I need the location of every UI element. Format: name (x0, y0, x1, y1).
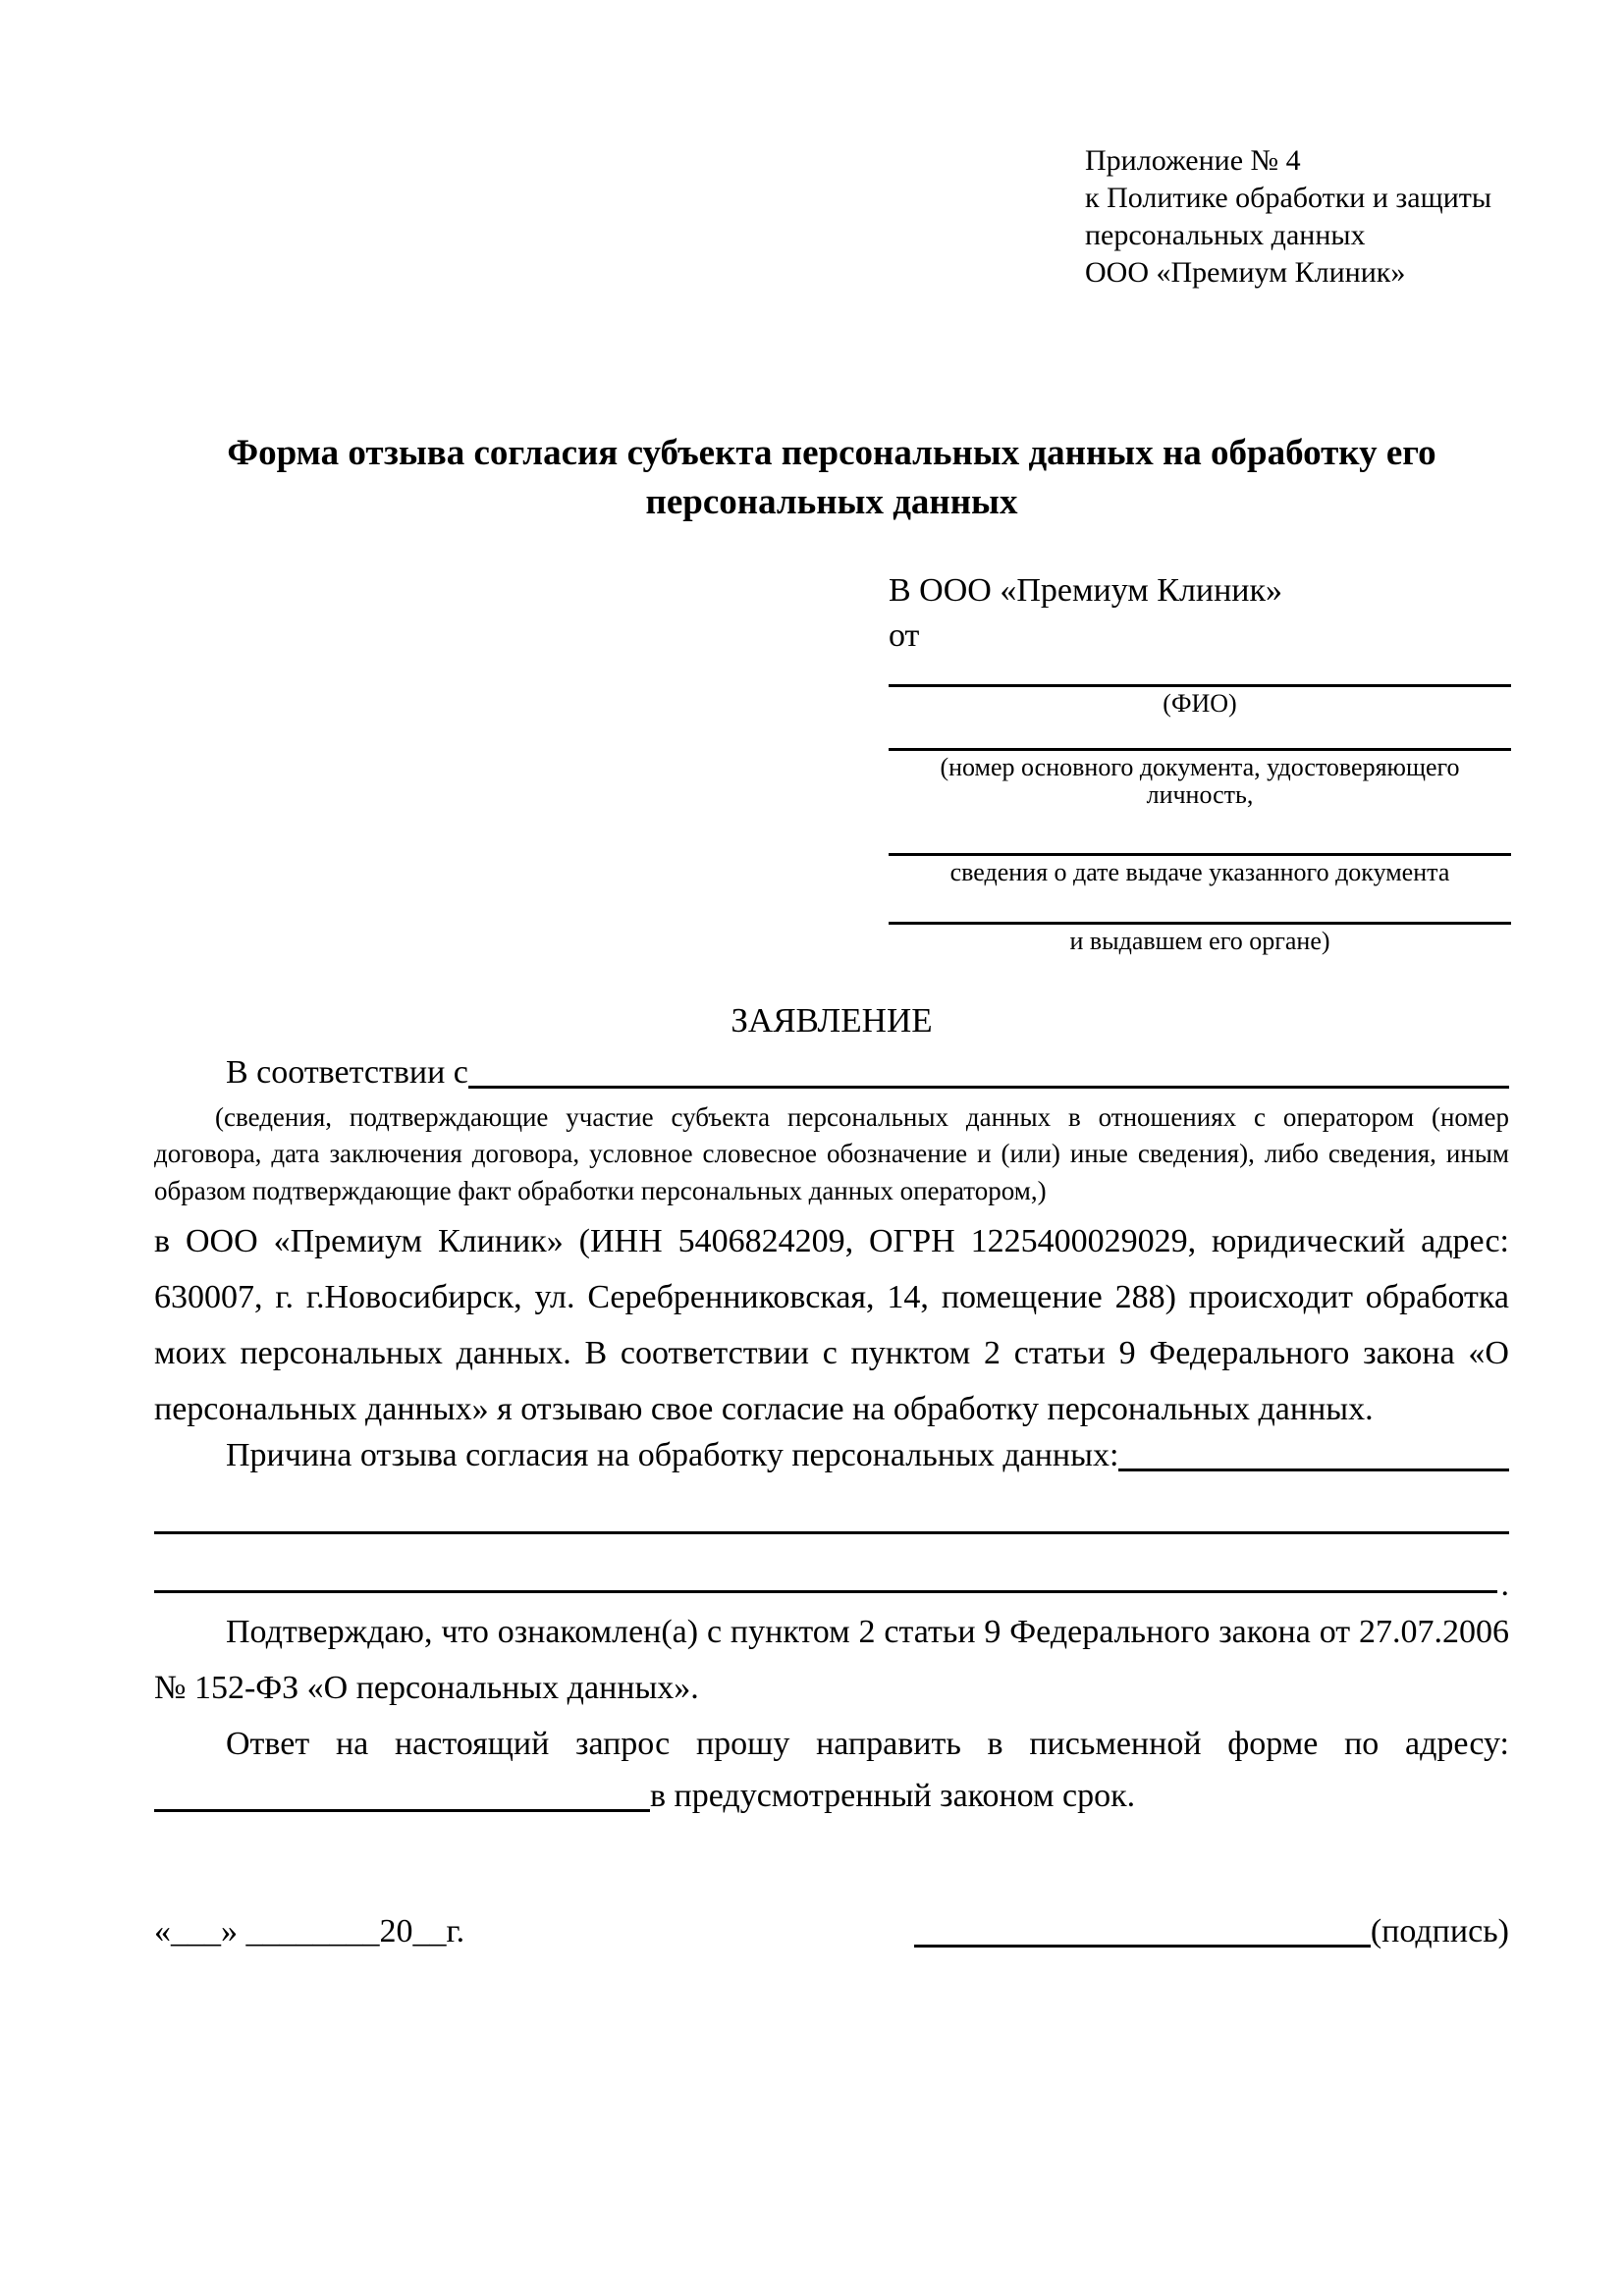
reason-fill-line-3-row (154, 1567, 1509, 1604)
fio-fill-unit (889, 684, 1511, 719)
appendix-block (1085, 142, 1509, 292)
fio-caption: (ФИО) (1163, 689, 1237, 719)
statement-body: в ООО «Премиум Клиник» (ИНН 5406824209, ОГРН 1225400029029, юридический адрес: 630007, г. г.Новосибирск, ул. Серебренниковская, 14, помещение 288) происходит обработка моих персональных данных. В соответствии с пунктом 2 статьи 9 Федерального закона «О персональных данных» я отзываю свое согласие на обработку персональных данных. (154, 1222, 1509, 1428)
doc-caption-3: и выдавшем его органе) (1069, 927, 1330, 956)
appendix-line-3: персональных данных (1085, 219, 1366, 251)
confirmation-paragraph: Подтверждаю, что ознакомлен(а) с пунктом 2 статьи 9 Федерального закона от 27.07.2006 № 152-ФЗ «О персональных данных». (154, 1613, 1509, 1706)
addressee-block (889, 572, 1511, 956)
doc-fill-unit-1 (889, 748, 1511, 810)
doc-fill-line-2 (889, 853, 1511, 856)
reason-end-period: . (1500, 1567, 1509, 1604)
address-fill-line (154, 1809, 650, 1812)
fio-fill-line (889, 684, 1511, 687)
intro-note: (сведения, подтверждающие участие субъекта персональных данных в отношениях с оператором (номер договора, дата заключения договора, условное словесное обозначение и (или) иные сведения), либо сведения, иным образом подтверждающие факт обработки персональных данных оператором,) (154, 1102, 1509, 1205)
footer-row (154, 1913, 1509, 1950)
addressee-from-label: от (889, 616, 920, 654)
intro-row (154, 1054, 1509, 1092)
appendix-line-4: ООО «Премиум Клиник» (1085, 256, 1406, 289)
doc-fill-line-1 (889, 748, 1511, 751)
statement-heading: ЗАЯВЛЕНИЕ (731, 1001, 933, 1040)
doc-caption-2: сведения о дате выдаче указанного документа (949, 857, 1450, 886)
reply-tail-text: в предусмотренный законом срок. (650, 1777, 1136, 1814)
reply-tail-row (154, 1778, 1509, 1815)
doc-fill-unit-3 (889, 922, 1511, 956)
doc-fill-unit-2 (889, 853, 1511, 887)
intro-fill-line (468, 1086, 1509, 1089)
appendix-line-2: к Политике обработки и защиты (1085, 182, 1492, 214)
document-content (154, 142, 1509, 1950)
doc-fill-line-3 (889, 922, 1511, 925)
doc-caption-1: (номер основного документа, удостоверяющего личность, (940, 752, 1460, 810)
intro-label: В соответствии с (226, 1054, 468, 1091)
reason-fill-line-1 (1118, 1468, 1509, 1471)
reason-row (154, 1437, 1509, 1474)
reason-fill-line-2 (154, 1531, 1509, 1534)
signature-caption: (подпись) (1370, 1912, 1509, 1949)
reply-request-paragraph: Ответ на настоящий запрос прошу направить в письменной форме по адресу: (226, 1725, 1509, 1762)
document-title: Форма отзыва согласия субъекта персональных данных на обработку его персональных данных (227, 433, 1436, 522)
signature-fill-line (914, 1945, 1371, 1948)
signature-group (914, 1913, 1509, 1950)
date-blank: «___» ________20__г. (154, 1912, 465, 1949)
addressee-to: В ООО «Премиум Клиник» (889, 571, 1283, 609)
reason-label: Причина отзыва согласия на обработку персональных данных: (226, 1437, 1119, 1474)
appendix-line-1: Приложение № 4 (1085, 144, 1301, 177)
reason-fill-line-3 (154, 1590, 1497, 1593)
